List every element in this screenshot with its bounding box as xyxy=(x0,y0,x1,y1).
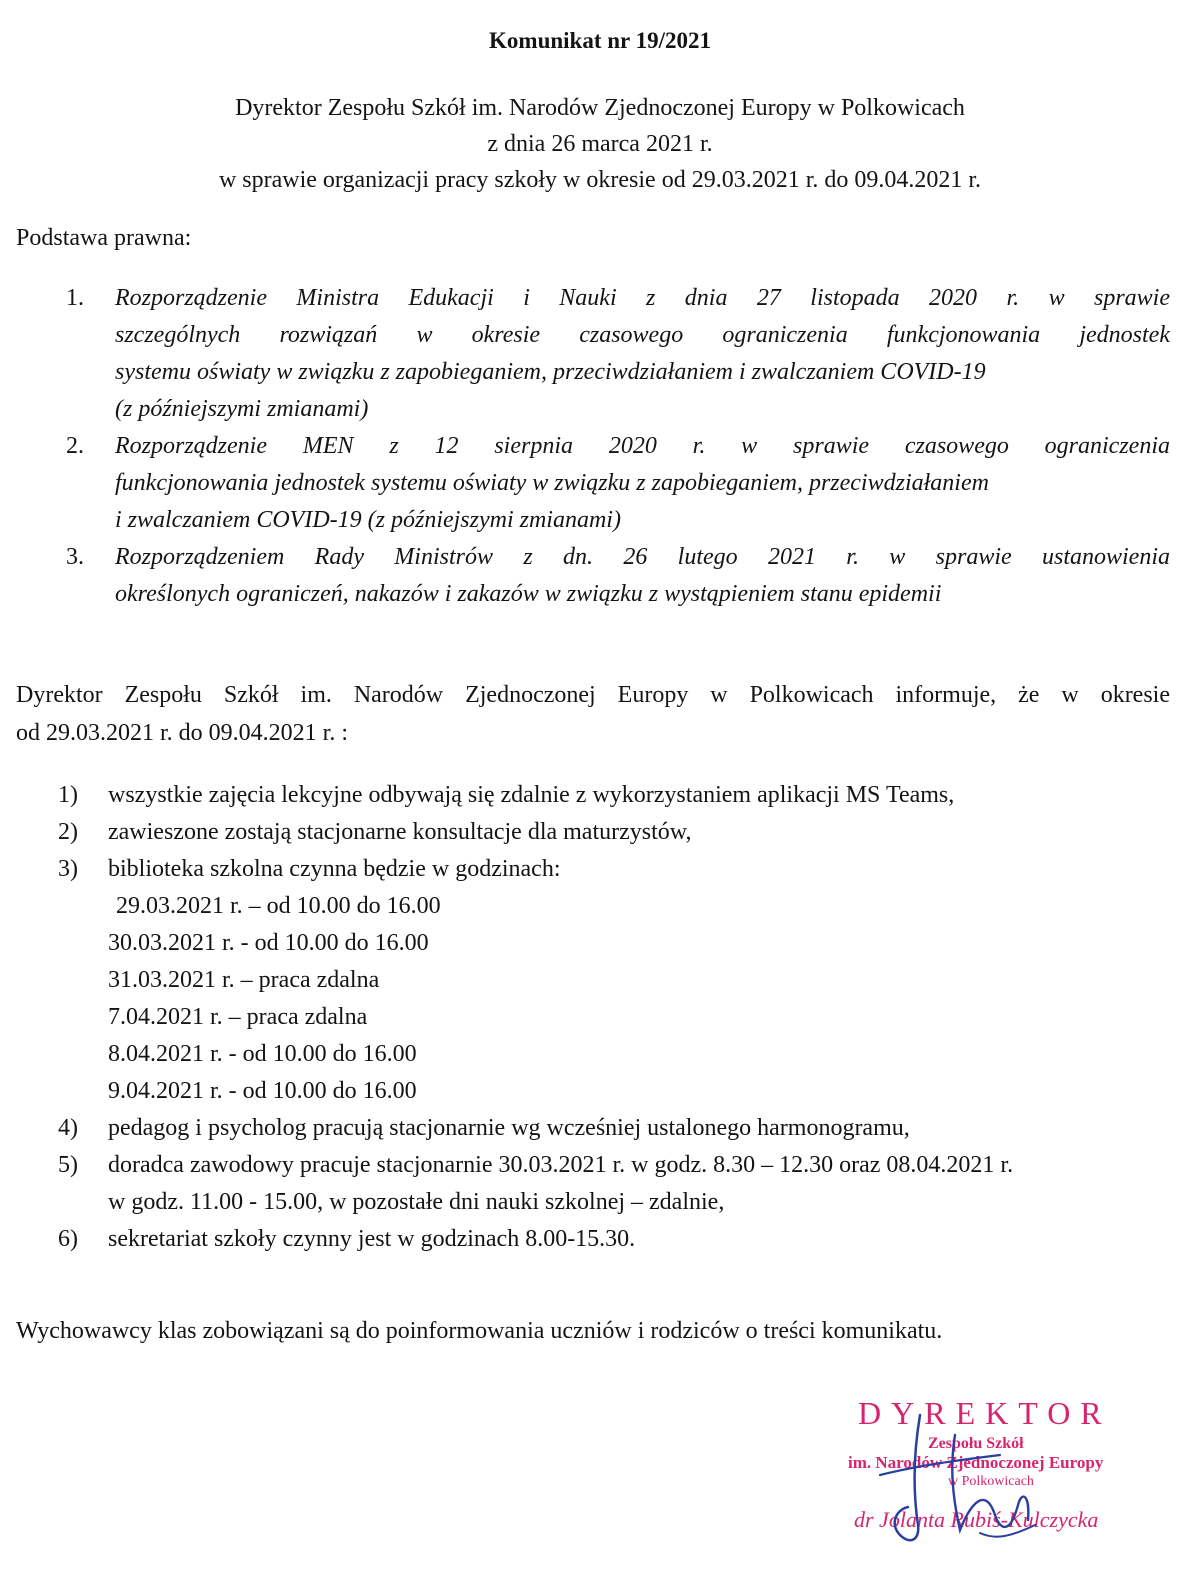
info-list xyxy=(58,777,1178,1258)
library-hours-entry: 30.03.2021 r. - od 10.00 do 16.00 xyxy=(108,930,429,956)
library-hours-entry: 9.04.2021 r. - od 10.00 do 16.00 xyxy=(108,1078,417,1104)
list-number: 3. xyxy=(66,544,84,570)
legal-basis-list xyxy=(60,280,1170,613)
list-item-text: doradca zawodowy pracuje stacjonarnie 30.03.2021 r. w godz. 8.30 – 12.30 oraz 08.04.2021 r. xyxy=(108,1152,1014,1178)
stamp-subtitle: Zespołu Szkół xyxy=(928,1435,1024,1452)
document-title: Komunikat nr 19/2021 xyxy=(489,28,711,53)
document-heading xyxy=(0,90,1200,198)
legal-basis-line: systemu oświaty w związku z zapobieganiem, przeciwdziałaniem i zwalczaniem COVID-19 xyxy=(115,359,986,385)
legal-basis-line: Rozporządzenie MEN z 12 sierpnia 2020 r. w sprawie czasowego ograniczenia xyxy=(115,433,1170,459)
stamp-title: DYREKTOR xyxy=(858,1395,1112,1431)
legal-basis-item xyxy=(60,280,1170,428)
library-hours-list xyxy=(108,888,1178,1110)
legal-basis-line: szczególnych rozwiązań w okresie czasowego ograniczenia funkcjonowania jednostek xyxy=(115,322,1170,348)
list-item-text: zawieszone zostają stacjonarne konsultacje dla maturzystów, xyxy=(108,819,692,845)
list-item-text: w godz. 11.00 - 15.00, w pozostałe dni nauki szkolnej – zdalnie, xyxy=(108,1189,725,1215)
library-hours-entry: 29.03.2021 r. – od 10.00 do 16.00 xyxy=(116,893,441,919)
heading-date: z dnia 26 marca 2021 r. xyxy=(487,131,713,157)
legal-basis-label: Podstawa prawna: xyxy=(16,225,192,251)
heading-subject: w sprawie organizacji pracy szkoły w okresie od 29.03.2021 r. do 09.04.2021 r. xyxy=(218,167,982,193)
legal-basis-line: funkcjonowania jednostek systemu oświaty w związku z zapobieganiem, przeciwdziałaniem xyxy=(115,470,989,496)
list-number: 2. xyxy=(66,433,84,459)
list-item xyxy=(58,1147,1178,1221)
list-item-text: wszystkie zajęcia lekcyjne odbywają się zdalnie z wykorzystaniem aplikacji MS Teams, xyxy=(108,782,955,808)
list-number: 3) xyxy=(58,856,78,882)
intro-paragraph xyxy=(16,676,1170,752)
handwritten-signature xyxy=(860,1395,1080,1555)
list-item xyxy=(58,1221,1178,1258)
library-hours-entry: 31.03.2021 r. – praca zdalna xyxy=(108,967,380,993)
list-number: 6) xyxy=(58,1226,78,1252)
list-item xyxy=(58,814,1178,851)
closing-paragraph: Wychowawcy klas zobowiązani są do poinformowania uczniów i rodziców o treści komunikatu. xyxy=(16,1318,943,1344)
list-item xyxy=(58,1110,1178,1147)
list-number: 1. xyxy=(66,285,84,311)
signature-stroke xyxy=(952,1435,1028,1530)
stamp-city: w Polkowicach xyxy=(948,1474,1034,1489)
list-item-text: sekretariat szkoły czynny jest w godzinach 8.00-15.30. xyxy=(108,1226,636,1252)
list-number: 2) xyxy=(58,819,78,845)
list-item xyxy=(58,851,1178,1110)
intro-line: od 29.03.2021 r. do 09.04.2021 r. : xyxy=(16,720,349,746)
legal-basis-line: Rozporządzeniem Rady Ministrów z dn. 26 lutego 2021 r. w sprawie ustanowienia xyxy=(115,544,1170,570)
list-number: 4) xyxy=(58,1115,78,1141)
legal-basis-item xyxy=(60,539,1170,613)
legal-basis-item xyxy=(60,428,1170,539)
library-hours-entry: 8.04.2021 r. - od 10.00 do 16.00 xyxy=(108,1041,417,1067)
legal-basis-line: (z późniejszymi zmianami) xyxy=(115,396,369,422)
intro-line: Dyrektor Zespołu Szkół im. Narodów Zjednoczonej Europy w Polkowicach informuje, że w okresie xyxy=(16,682,1170,708)
legal-basis-line: Rozporządzenie Ministra Edukacji i Nauki z dnia 27 listopada 2020 r. w sprawie xyxy=(115,285,1170,311)
stamp-organization: im. Narodów Zjednoczonej Europy xyxy=(848,1453,1104,1472)
legal-basis-line: i zwalczaniem COVID-19 (z późniejszymi zmianami) xyxy=(115,507,621,533)
heading-line: Dyrektor Zespołu Szkół im. Narodów Zjednoczonej Europy w Polkowicach xyxy=(235,95,965,121)
list-number: 1) xyxy=(58,782,78,808)
library-hours-entry: 7.04.2021 r. – praca zdalna xyxy=(108,1004,368,1030)
list-item xyxy=(58,777,1178,814)
list-number: 5) xyxy=(58,1152,78,1178)
stamp-name: dr Jolanta Rubiś-Kulczycka xyxy=(854,1507,1099,1532)
signature-stroke xyxy=(895,1415,920,1540)
list-item-text: pedagog i psycholog pracują stacjonarnie wg wcześniej ustalonego harmonogramu, xyxy=(108,1115,910,1141)
signature-stroke xyxy=(880,1455,1000,1475)
list-item-text: biblioteka szkolna czynna będzie w godzinach: xyxy=(108,856,561,882)
legal-basis-line: określonych ograniczeń, nakazów i zakazów w związku z wystąpieniem stanu epidemii xyxy=(115,581,942,607)
